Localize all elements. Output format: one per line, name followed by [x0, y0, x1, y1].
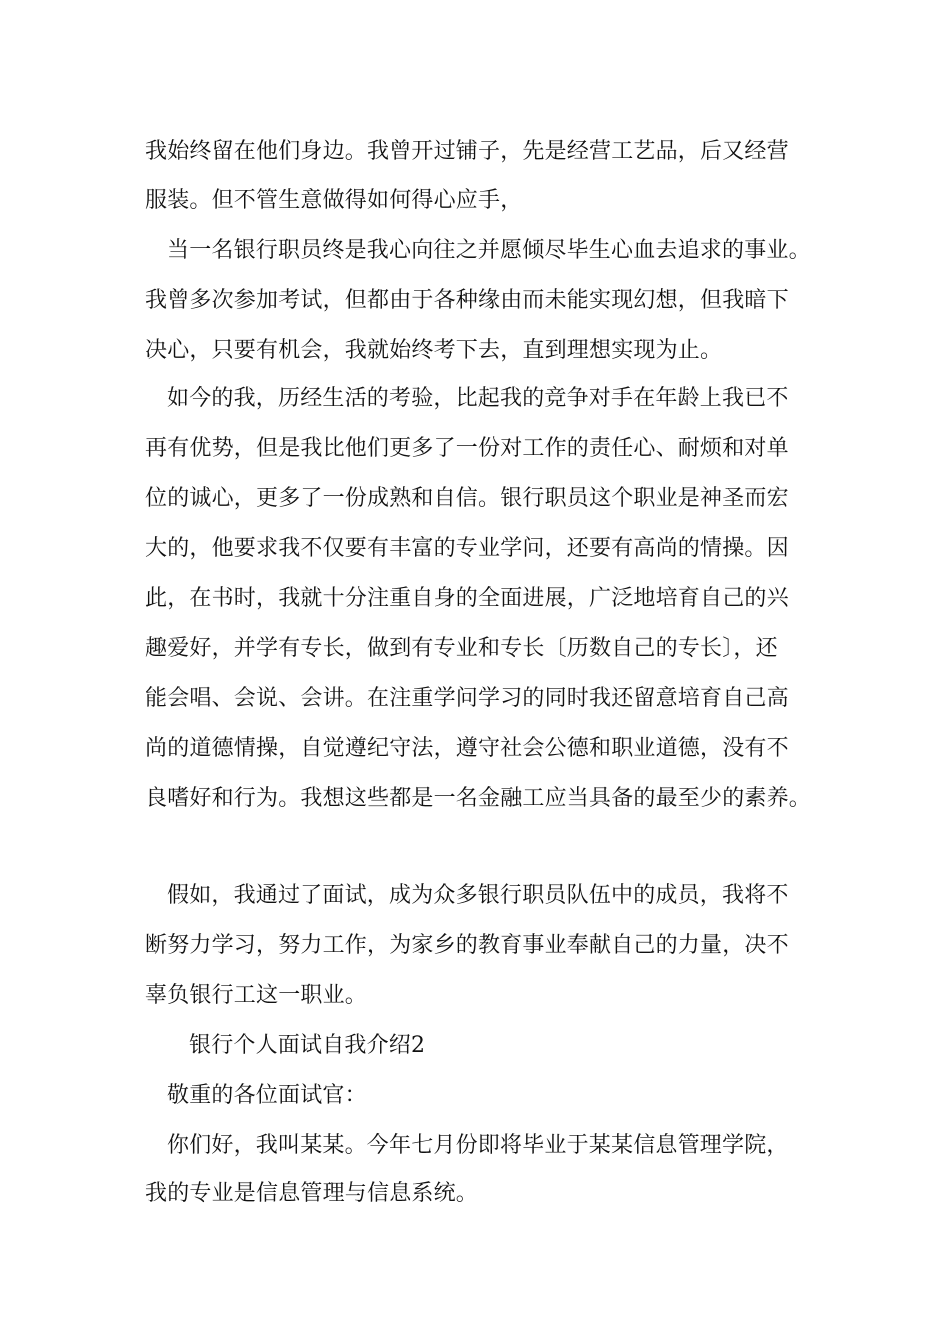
- text-line: 辜负银行工这一职业。: [145, 983, 368, 1008]
- text-line: 断努力学习，努力工作，为家乡的教育事业奉献自己的力量，决不: [145, 933, 789, 958]
- text-line: 我的专业是信息管理与信息系统。: [145, 1181, 479, 1206]
- text-line: 大的，他要求我不仅要有丰富的专业学问，还要有高尚的情操。因: [145, 536, 789, 561]
- text-line: 服装。但不管生意做得如何得心应手，: [145, 188, 523, 213]
- paragraph-start-line: 假如，我通过了面试，成为众多银行职员队伍中的成员，我将不: [167, 883, 789, 908]
- text-line: 此，在书时，我就十分注重自身的全面进展，广泛地培育自己的兴: [145, 586, 789, 611]
- text-line: 良嗜好和行为。我想这些都是一名金融工应当具备的最至少的素养。: [145, 786, 812, 811]
- text-line: 决心，只要有机会，我就始终考下去，直到理想实现为止。: [145, 338, 723, 363]
- paragraph-start-line: 当一名银行职员终是我心向往之并愿倾尽毕生心血去追求的事业。: [167, 238, 811, 263]
- text-line: 我始终留在他们身边。我曾开过铺子，先是经营工艺品，后又经营: [145, 139, 789, 164]
- text-line: 尚的道德情操，自觉遵纪守法，遵守社会公德和职业道德，没有不: [145, 736, 789, 761]
- text-line: 我曾多次参加考试，但都由于各种缘由而未能实现幻想，但我暗下: [145, 288, 789, 313]
- text-line: 能会唱、会说、会讲。在注重学问学习的同时我还留意培育自己高: [145, 686, 789, 711]
- text-line: 位的诚心，更多了一份成熟和自信。银行职员这个职业是神圣而宏: [145, 486, 789, 511]
- text-line: 再有优势，但是我比他们更多了一份对工作的责任心、耐烦和对单: [145, 436, 789, 461]
- text-line: 趣爱好，并学有专长，做到有专业和专长〔历数自己的专长〕，还: [145, 636, 778, 661]
- salutation: 敬重的各位面试官：: [167, 1083, 367, 1108]
- paragraph-start-line: 如今的我，历经生活的考验，比起我的竞争对手在年龄上我已不: [167, 386, 789, 411]
- paragraph-start-line: 你们好，我叫某某。今年七月份即将毕业于某某信息管理学院，: [167, 1133, 789, 1158]
- section-heading: 银行个人面试自我介绍2: [189, 1033, 426, 1058]
